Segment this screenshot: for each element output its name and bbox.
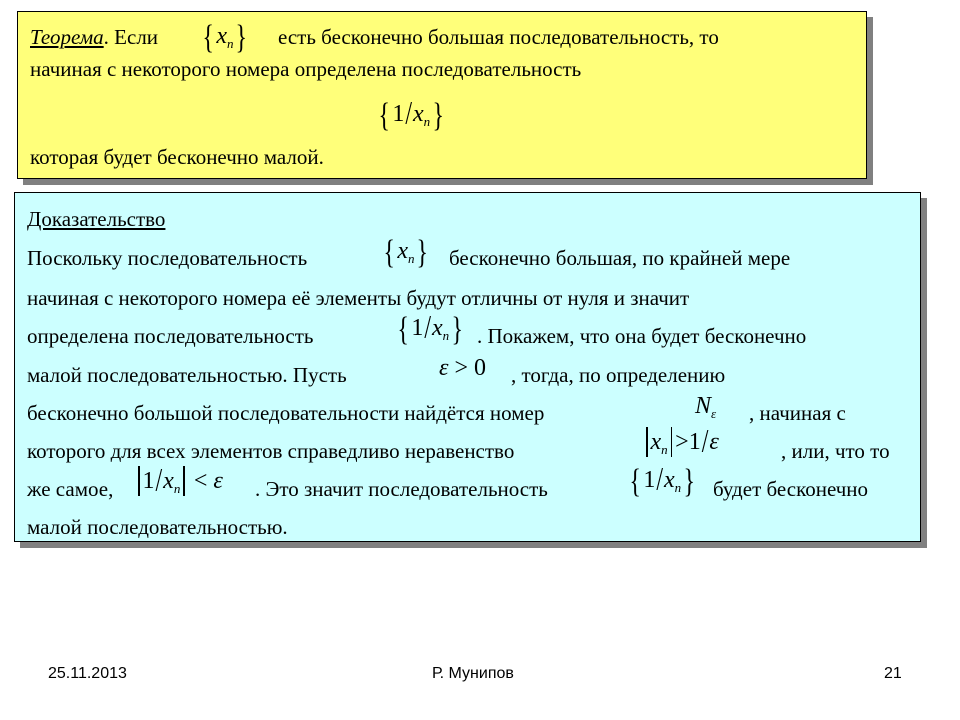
proof-formula-eps-gt-0: ε > 0: [439, 355, 487, 381]
theorem-box: [17, 11, 867, 179]
proof-line-3a: определена последовательность: [27, 324, 314, 348]
theorem-formula-inv-xn: { $1/x_n$}: [378, 96, 445, 134]
footer-author: Р. Мунипов: [432, 665, 514, 682]
footer-page-number: 21: [884, 665, 902, 682]
proof-formula-abs-xn-gt-inv-eps: $x_n >1/\varepsilon$: [643, 427, 719, 465]
theorem-line-1: [30, 25, 158, 49]
proof-line-1a: Поскольку последовательность: [27, 246, 308, 270]
theorem-line-3: которая будет бесконечно малой.: [30, 145, 324, 169]
proof-formula-xn: { $x_n$}: [383, 234, 429, 271]
proof-formula-inv-xn: { $1/x_n$}: [397, 310, 464, 348]
theorem-line-2: начиная с некоторого номера определена последовательность: [30, 57, 582, 81]
proof-formula-N-eps: $N_\varepsilon$: [695, 393, 717, 421]
proof-line-5a: бесконечно большой последовательности найдётся номер: [27, 401, 545, 425]
proof-formula-abs-inv-xn-lt-eps: $1/x_n < \varepsilon$: [135, 466, 223, 504]
proof-line-7a: же самое,: [27, 477, 114, 501]
footer-date: 25.11.2013: [48, 665, 127, 682]
proof-line-7b: . Это значит последовательность: [255, 477, 548, 501]
proof-line-5b: , начиная с: [749, 401, 846, 425]
proof-formula-inv-xn-2: { $1/x_n$}: [629, 462, 696, 500]
proof-line-7c: будет бесконечно: [713, 477, 869, 501]
theorem-if: . Если: [103, 25, 159, 49]
proof-line-4b: , тогда, по определению: [511, 363, 726, 387]
proof-line-1b: бесконечно большая, по крайней мере: [449, 246, 791, 270]
theorem-label: Теорема: [30, 25, 104, 49]
proof-box: [14, 192, 921, 542]
theorem-line-1-rest: есть бесконечно большая последовательность, то: [278, 25, 719, 49]
proof-line-2: начиная с некоторого номера её элементы будут отличны от нуля и значит: [27, 286, 690, 310]
proof-heading: Доказательство: [27, 207, 166, 231]
proof-line-3b: . Покажем, что она будет бесконечно: [477, 324, 807, 348]
proof-line-8: малой последовательностью.: [27, 515, 288, 539]
theorem-formula-xn: { $x_n$}: [202, 19, 248, 56]
proof-line-4a: малой последовательностью. Пусть: [27, 363, 347, 387]
proof-line-6b: , или, что то: [781, 439, 890, 463]
proof-line-6a: которого для всех элементов справедливо неравенство: [27, 439, 515, 463]
